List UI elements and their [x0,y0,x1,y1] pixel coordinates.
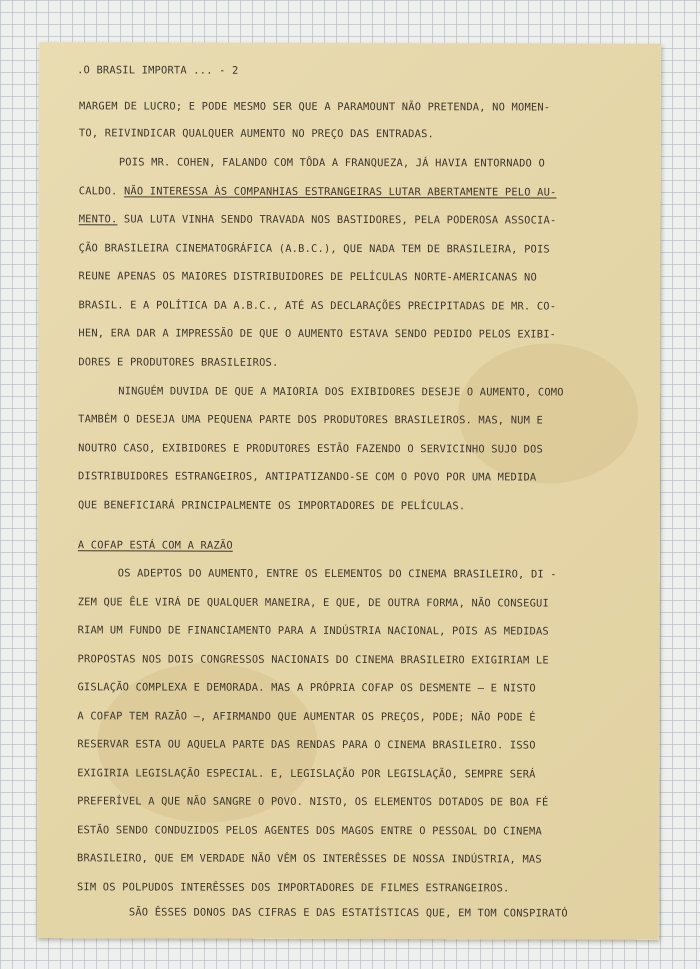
typewritten-page [37,42,661,940]
text-line [118,566,557,581]
underlined-text: A COFAP ESTÁ COM A RAZÃO [77,539,233,552]
text-line [79,212,557,227]
text-line [119,155,545,170]
text-line [77,709,535,724]
text-line [118,384,563,399]
text-line [77,794,548,809]
text-segment: QUE BENEFICIARÁ PRINCIPALMENTE OS IMPORTADORES DE PELÍCULAS. [77,499,466,513]
text-line [78,595,549,610]
text-line [78,498,465,513]
underlined-text: NÃO INTERESSA ÀS COMPANHIAS ESTRANGEIRAS LUTAR ABERTAMENTE PELO AU- [123,185,557,199]
text-segment: GISLAÇÃO COMPLEXA E DEMORADA. MAS A PRÓPRIA COFAP OS DESMENTE — E NISTO [77,681,536,695]
underlined-text: MENTO. [78,213,118,226]
section-heading [78,538,233,552]
text-line [77,766,535,781]
text-segment: POIS MR. COHEN, FALANDO COM TÔDA A FRANQUEZA, JÁ HAVIA ENTORNADO O [118,156,545,170]
text-segment: PREFERÍVEL A QUE NÃO SANGRE O POVO. NISTO, OS ELEMENTOS DOTADOS DE BOA FÉ [77,795,549,809]
text-line [78,412,543,427]
text-line [78,355,278,370]
text-line [79,99,550,114]
text-segment: REUNE APENAS OS MAIORES DISTRIBUIDORES DE PELÍCULAS NORTE-AMERICANAS NO [78,270,537,284]
text-segment: ÇÃO BRASILEIRA CINEMATOGRÁFICA (A.B.C.), QUE NADA TEM DE BRASILEIRA, POIS [78,242,550,256]
text-segment: ZEM QUE ÊLE VIRÁ DE QUALQUER MANEIRA, E QUE, DE OUTRA FORMA, NÃO CONSEGUI [77,596,549,610]
text-segment: MARGEM DE LUCRO; E PODE MESMO SER QUE A PARAMOUNT NÃO PRETENDA, NO MOMEN- [78,100,551,114]
text-line [77,823,542,838]
text-line [79,269,537,284]
text-line [77,880,510,895]
text-line [79,126,434,141]
text-segment: NINGUÉM DUVIDA DE QUE A MAIORIA DOS EXIBIDORES DESEJE O AUMENTO, COMO [118,385,564,399]
text-line [78,652,549,667]
text-segment: A COFAP TEM RAZÃO —, AFIRMANDO QUE AUMENTAR OS PREÇOS, PODE; NÃO PODE É [77,710,536,724]
text-line [78,298,556,313]
text-line [78,623,549,638]
text-segment: DISTRIBUIDORES ESTRANGEIROS, ANTIPATIZANDO-SE COM O POVO POR UMA MEDIDA [78,470,537,484]
text-segment: CALDO. [78,185,125,198]
text-segment: RIAM UM FUNDO DE FINANCIAMENTO PARA A INDÚSTRIA NACIONAL, POIS AS MEDIDAS [77,624,549,638]
text-segment: SUA LUTA VINHA SENDO TRAVADA NOS BASTIDORES, PELA PODEROSA ASSOCIA- [117,213,557,227]
text-segment: TAMBÉM O DESEJA UMA PEQUENA PARTE DOS PRODUTORES BRASILEIROS. MAS, NUM E [78,413,544,427]
text-segment: BRASIL. E A POLÍTICA DA A.B.C., ATÉ AS DECLARAÇÕES PRECIPITADAS DE MR. CO- [78,299,557,313]
text-segment: SÃO ÊSSES DONOS DAS CIFRAS E DAS ESTATÍSTICAS QUE, EM TOM CONSPIRATÓ [128,906,568,920]
text-segment: EXIGIRIA LEGISLAÇÃO ESPECIAL. E, LEGISLAÇÃO POR LEGISLAÇÃO, SEMPRE SERÁ [77,767,536,781]
text-line [77,680,535,695]
text-line [78,326,556,341]
text-segment: NOUTRO CASO, EXIBIDORES E PRODUTORES ESTÃO FAZENDO O SERVICINHO SUJO DOS [78,442,543,456]
text-line [129,905,568,920]
text-segment: PROPOSTAS NOS DOIS CONGRESSOS NACIONAIS DO CINEMA BRASILEIRO EXIGIRIAM LE [77,653,549,667]
text-line [79,241,550,256]
page-header: .O BRASIL IMPORTA ... - 2 [77,64,239,77]
text-segment: DORES E PRODUTORES BRASILEIROS. [78,356,279,369]
text-segment: OS ADEPTOS DO AUMENTO, ENTRE OS ELEMENTOS DO CINEMA BRASILEIRO, DI - [117,567,557,581]
text-line [79,184,557,199]
text-segment: RESERVAR ESTA OU AQUELA PARTE DAS RENDAS PARA O CINEMA BRASILEIRO. ISSO [77,738,536,752]
text-line [78,469,536,484]
text-segment: BRASILEIRO, QUE EM VERDADE NÃO VÊM OS INTERÊSSES DE NOSSA INDÚSTRIA, MAS [77,852,542,866]
text-segment: SIM OS POLPUDOS INTERÊSSES DOS IMPORTADORES DE FILMES ESTRANGEIROS. [76,881,510,895]
text-segment: ESTÃO SENDO CONDUZIDOS PELOS AGENTES DOS MAGOS ENTRE O PESSOAL DO CINEMA [77,824,542,838]
text-line [77,737,535,752]
text-segment: HEN, ERA DAR A IMPRESSÃO DE QUE O AUMENTO ESTAVA SENDO PEDIDO PELOS EXIBI- [78,327,557,341]
text-line [77,851,542,866]
text-segment: TO, REIVINDICAR QUALQUER AUMENTO NO PREÇO DAS ENTRADAS. [78,127,435,141]
text-line [78,441,543,456]
